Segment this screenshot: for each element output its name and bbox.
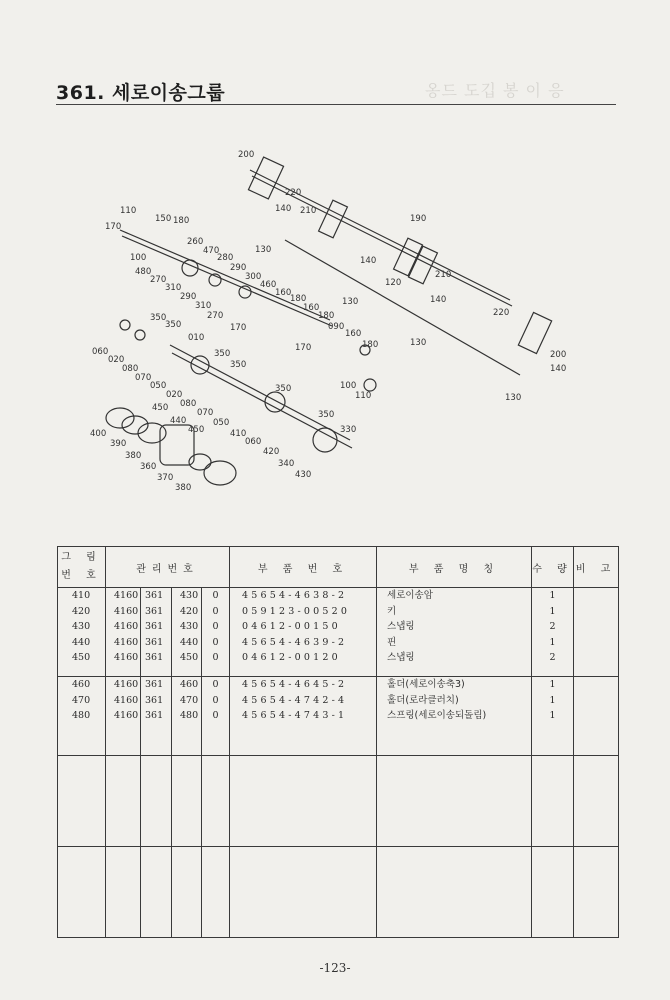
svg-text:020: 020 <box>108 355 125 365</box>
part-number: 04612-00120 <box>242 652 341 663</box>
mgmt-code-3: 420 <box>180 605 199 617</box>
group-no: 470 <box>72 694 91 706</box>
part-name: 홀더(세로이송축3) <box>387 679 465 690</box>
mgmt-code-4: 0 <box>212 710 219 721</box>
svg-text:130: 130 <box>255 245 272 255</box>
svg-text:160: 160 <box>303 303 320 313</box>
mgmt-code-4: 0 <box>212 694 219 706</box>
svg-text:170: 170 <box>295 343 312 353</box>
mgmt-code-1: 4160 <box>114 694 139 706</box>
mgmt-code-2: 361 <box>145 694 164 706</box>
cover-380 <box>204 461 236 485</box>
svg-text:180: 180 <box>290 294 307 304</box>
svg-text:190: 190 <box>410 214 427 224</box>
svg-text:060: 060 <box>92 347 109 357</box>
svg-text:140: 140 <box>550 364 567 374</box>
svg-text:450: 450 <box>188 425 205 435</box>
quantity: 1 <box>549 694 556 706</box>
svg-text:350: 350 <box>318 410 335 420</box>
table-row-empty <box>58 756 619 847</box>
page-title: 361. 세로이송그룹 <box>56 82 226 104</box>
mgmt-code-1: 4160 <box>114 590 139 601</box>
part-name: 스냅링 <box>387 652 415 663</box>
table-row-empty <box>58 847 619 938</box>
group-no: 410 <box>72 590 91 601</box>
svg-text:170: 170 <box>230 323 247 333</box>
callout-labels <box>90 150 566 493</box>
svg-text:390: 390 <box>110 439 127 449</box>
quantity: 1 <box>549 679 556 690</box>
part-number: 45654-4639-2 <box>242 636 348 648</box>
svg-text:210: 210 <box>435 270 452 280</box>
mgmt-code-2: 361 <box>145 652 164 663</box>
page-number: -123- <box>319 961 351 975</box>
svg-text:070: 070 <box>135 373 152 383</box>
part-number: 45654-4743-1 <box>242 710 348 721</box>
svg-text:270: 270 <box>150 275 167 285</box>
svg-text:290: 290 <box>180 292 197 302</box>
mgmt-code-2: 361 <box>145 710 164 721</box>
svg-text:110: 110 <box>355 391 372 401</box>
svg-text:160: 160 <box>275 288 292 298</box>
part-name: 키 <box>387 605 397 617</box>
svg-text:060: 060 <box>245 437 262 447</box>
svg-text:280: 280 <box>217 253 234 263</box>
svg-text:300: 300 <box>245 272 262 282</box>
svg-text:370: 370 <box>157 473 174 483</box>
mgmt-code-1: 4160 <box>114 636 139 648</box>
mgmt-code-1: 4160 <box>114 652 139 663</box>
svg-text:260: 260 <box>187 237 204 247</box>
svg-text:200: 200 <box>550 350 567 360</box>
svg-text:150: 150 <box>155 214 172 224</box>
title-rule <box>56 104 616 105</box>
quantity: 2 <box>549 652 556 663</box>
svg-text:140: 140 <box>275 204 292 214</box>
bracket-200-lower <box>518 312 551 353</box>
svg-text:350: 350 <box>150 313 167 323</box>
svg-text:120: 120 <box>385 278 402 288</box>
svg-text:170: 170 <box>105 222 122 232</box>
group-no: 480 <box>72 710 91 721</box>
parts-table <box>57 546 619 938</box>
part-number: 059123-00520 <box>242 605 351 617</box>
svg-text:270: 270 <box>207 311 224 321</box>
svg-text:020: 020 <box>166 390 183 400</box>
svg-text:180: 180 <box>362 340 379 350</box>
header-group-no: 그 림 번 호 <box>58 547 106 588</box>
svg-text:050: 050 <box>150 381 167 391</box>
svg-text:350: 350 <box>214 349 231 359</box>
svg-text:220: 220 <box>285 188 302 198</box>
svg-text:290: 290 <box>230 263 247 273</box>
quantity: 1 <box>549 590 556 601</box>
mgmt-code-2: 361 <box>145 679 164 690</box>
svg-text:350: 350 <box>230 360 247 370</box>
table-header-row <box>58 547 619 588</box>
mgmt-code-4: 0 <box>212 590 219 601</box>
mgmt-code-4: 0 <box>212 652 219 663</box>
svg-text:050: 050 <box>213 418 230 428</box>
header-part-name: 부 품 명 칭 <box>377 547 532 588</box>
mgmt-code-4: 0 <box>212 621 219 632</box>
mgmt-code-4: 0 <box>212 605 219 617</box>
part-name: 핀 <box>387 636 397 648</box>
mgmt-code-4: 0 <box>212 636 219 648</box>
mgmt-code-1: 4160 <box>114 710 139 721</box>
group-no: 440 <box>72 636 91 648</box>
header-qty: 수 량 <box>532 547 574 588</box>
exploded-parts-diagram <box>80 140 580 500</box>
part-number: 45654-4645-2 <box>242 679 348 690</box>
quantity: 2 <box>549 621 556 632</box>
quantity: 1 <box>549 710 556 721</box>
svg-text:460: 460 <box>260 280 277 290</box>
remark-cell <box>574 588 619 677</box>
table-row <box>58 588 619 677</box>
svg-text:100: 100 <box>130 253 147 263</box>
svg-text:140: 140 <box>430 295 447 305</box>
mgmt-code-3: 480 <box>180 710 199 721</box>
ring-400 <box>106 408 134 428</box>
mgmt-code-3: 470 <box>180 694 199 706</box>
mgmt-code-3: 450 <box>180 652 199 663</box>
header-part-no: 부 품 번 호 <box>230 547 377 588</box>
svg-text:340: 340 <box>278 459 295 469</box>
mgmt-code-1: 4160 <box>114 605 139 617</box>
mgmt-code-2: 361 <box>145 605 164 617</box>
svg-text:130: 130 <box>410 338 427 348</box>
svg-text:070: 070 <box>197 408 214 418</box>
remark-cell <box>574 677 619 756</box>
svg-text:080: 080 <box>122 364 139 374</box>
svg-text:350: 350 <box>275 384 292 394</box>
svg-text:010: 010 <box>188 333 205 343</box>
part-number: 04612-00150 <box>242 621 341 632</box>
svg-text:450: 450 <box>152 403 169 413</box>
part-name: 스프링(세로이송되돌림) <box>387 710 487 721</box>
mgmt-code-3: 440 <box>180 636 199 648</box>
svg-text:220: 220 <box>493 308 510 318</box>
mgmt-code-1: 4160 <box>114 679 139 690</box>
part-number: 45654-4638-2 <box>242 590 348 601</box>
mgmt-code-4: 0 <box>212 679 219 690</box>
svg-text:380: 380 <box>125 451 142 461</box>
svg-text:080: 080 <box>180 399 197 409</box>
header-remark: 비 고 <box>574 547 619 588</box>
svg-text:480: 480 <box>135 267 152 277</box>
faded-watermark-title: 옹드 도깁 봉 이 응 <box>425 81 565 100</box>
table-row <box>58 677 619 756</box>
svg-text:310: 310 <box>195 301 212 311</box>
svg-text:400: 400 <box>90 429 107 439</box>
svg-text:160: 160 <box>345 329 362 339</box>
svg-text:110: 110 <box>120 206 137 216</box>
svg-text:440: 440 <box>170 416 187 426</box>
svg-text:410: 410 <box>230 429 247 439</box>
mgmt-code-2: 361 <box>145 621 164 632</box>
svg-text:470: 470 <box>203 246 220 256</box>
part-name: 스냅링 <box>387 621 415 632</box>
group-no: 450 <box>72 652 91 663</box>
svg-text:180: 180 <box>318 311 335 321</box>
group-no: 430 <box>72 621 91 632</box>
svg-text:310: 310 <box>165 283 182 293</box>
svg-text:360: 360 <box>140 462 157 472</box>
mgmt-code-3: 430 <box>180 590 199 601</box>
mgmt-code-3: 460 <box>180 679 199 690</box>
part-number: 45654-4742-4 <box>242 694 348 706</box>
svg-text:130: 130 <box>342 297 359 307</box>
svg-text:140: 140 <box>360 256 377 266</box>
part-name: 세로이송암 <box>387 590 433 601</box>
mgmt-code-2: 361 <box>145 590 164 601</box>
svg-text:420: 420 <box>263 447 280 457</box>
svg-text:350: 350 <box>165 320 182 330</box>
svg-text:180: 180 <box>173 216 190 226</box>
svg-text:380: 380 <box>175 483 192 493</box>
header-mgmt-no: 관리번호 <box>106 547 230 588</box>
svg-text:210: 210 <box>300 206 317 216</box>
svg-text:130: 130 <box>505 393 522 403</box>
lower-feed-rod <box>285 240 520 375</box>
svg-text:100: 100 <box>340 381 357 391</box>
mgmt-code-1: 4160 <box>114 621 139 632</box>
svg-text:090: 090 <box>328 322 345 332</box>
mgmt-code-3: 430 <box>180 621 199 632</box>
svg-text:430: 430 <box>295 470 312 480</box>
svg-text:330: 330 <box>340 425 357 435</box>
quantity: 1 <box>549 605 556 617</box>
part-name: 홀더(로라클러치) <box>387 694 459 706</box>
mgmt-code-2: 361 <box>145 636 164 648</box>
svg-text:200: 200 <box>238 150 255 160</box>
quantity: 1 <box>549 636 556 648</box>
group-no: 420 <box>72 605 91 617</box>
group-no: 460 <box>72 679 91 690</box>
